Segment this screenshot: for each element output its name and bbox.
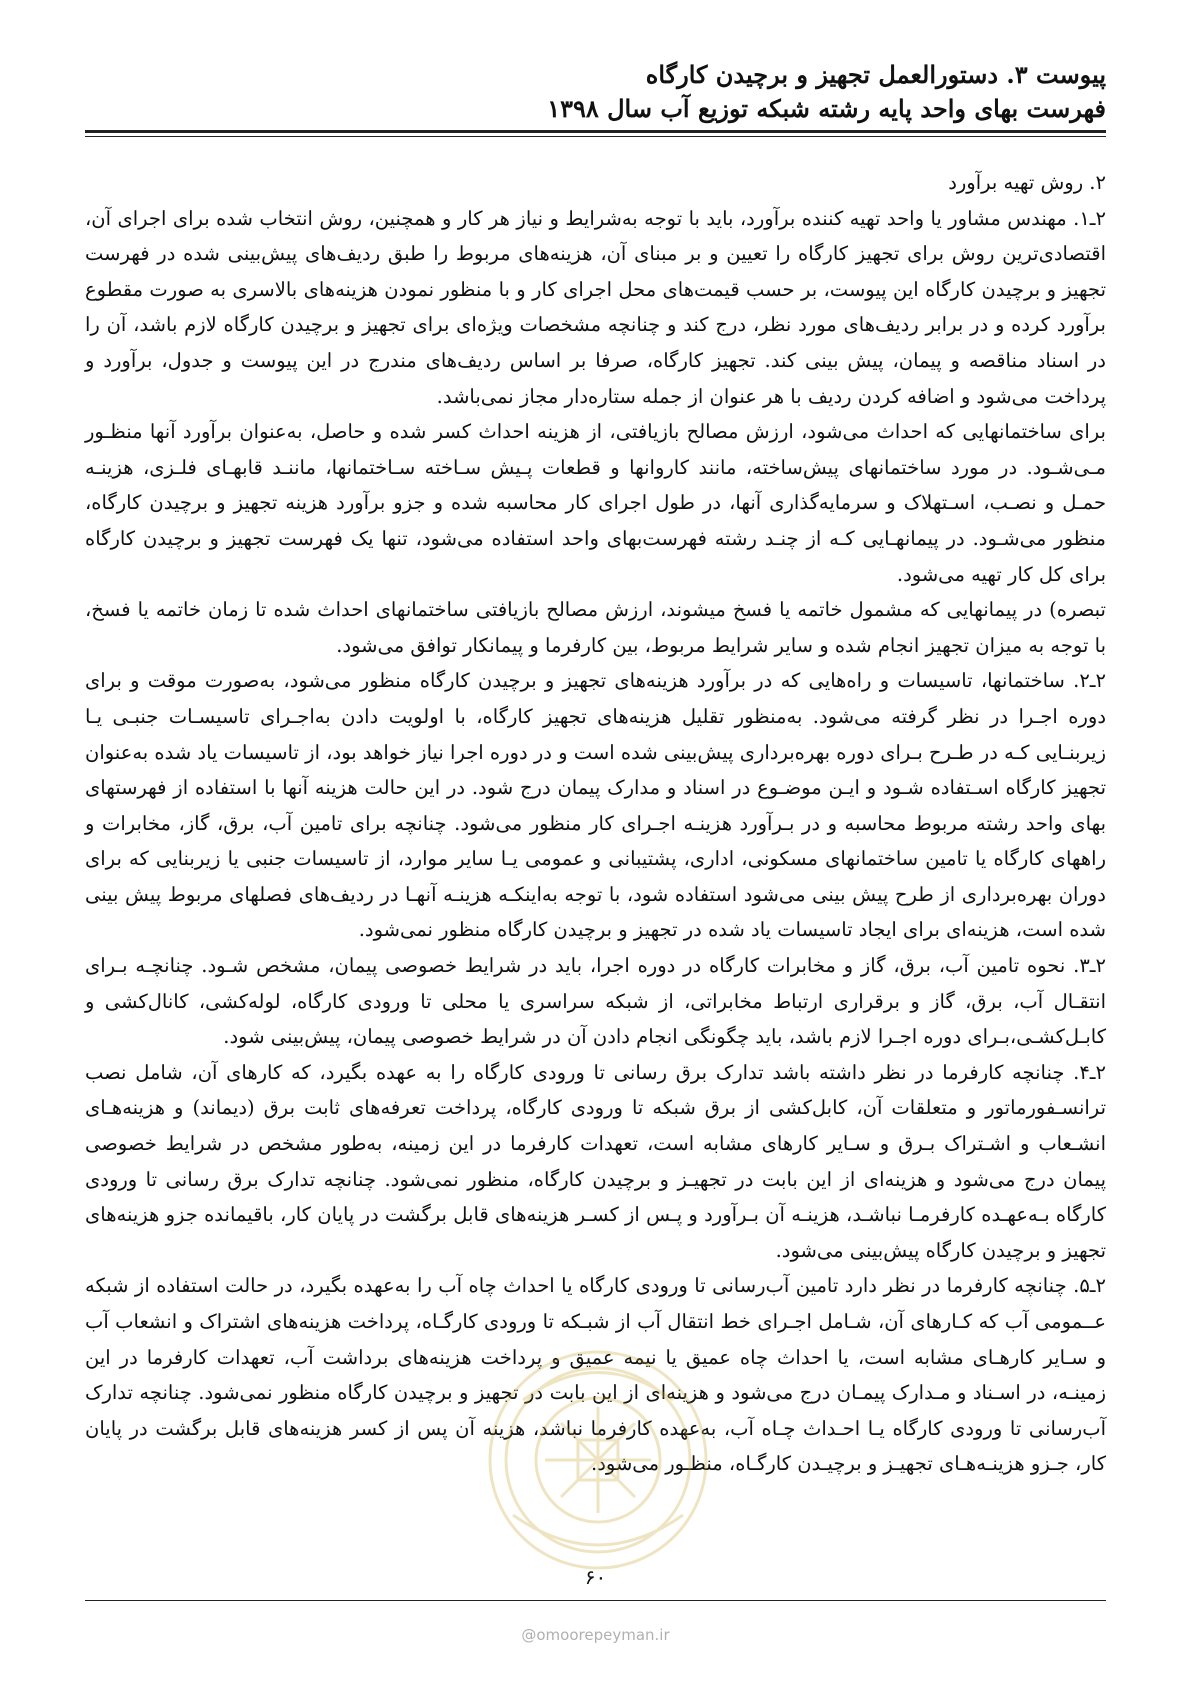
paragraph-buildings: برای ساختمانهایی که احداث می‌شود، ارزش مصالح بازیافتی، از هزینه احداث کسر شده و حاصل، به‌عنوان برآورد آنها منظـور مـی‌شـود. در مورد ساختمانهای پیش‌ساخته، مانند کاروانها و قطعات پـیش سـاخته سـاختمانها، ماننـد قابهـای فلـزی، هزینـه حمـل و نصـب، اسـتهلاک و سرمایه‌گذاری آنها، در طول اجرای کار محاسبه شده و جزو برآورد هزینه تجهیز و برچیدن کارگاه، منظور می‌شـود. در پیمانهـایی کـه از چنـد رشته فهرست‌بهای واحد استفاده می‌شود، تنها یک فهرست تجهیز و برچیدن کارگاه برای کل کار تهیه می‌شود. — [85, 420, 1106, 586]
paragraph-note: تبصره) در پیمانهایی که مشمول خاتمه یا فسخ میشوند، ارزش مصالح بازیافتی ساختمانهای احداث شده تا زمان خاتمه یا فسخ، با توجه به میزان تجهیز انجام شده و سایر شرایط مربوط، بین کارفرما و پیمانکار توافق می‌شود. — [85, 598, 1106, 657]
seal-watermark-icon — [483, 1345, 713, 1575]
header-divider-thick — [85, 130, 1106, 133]
paragraph-2-2: ۲ـ۲. ساختمانها، تاسیسات و راه‌هایی که در برآورد هزینه‌های تجهیز و برچیدن کارگاه منظور می‌شود، به‌صورت موقت و برای دوره اجـرا در نظر گرفته می‌شود. به‌منظور تقلیل هزینه‌های تجهیز کارگاه، با اولویت دادن به‌اجـرای تاسیسـات جنبـی یـا زیربنـایی کـه در طـرح بـرای دوره بهره‌برداری پیش‌بینی شده است و در دوره اجرا نیاز خواهد بود، از تاسیسات یاد شده به‌عنوان تجهیز کارگاه اسـتفاده شـود و ایـن موضـوع در اسناد و مدارک پیمان درج شود. در این حالت هزینه آنها با استفاده از فهرستهای بهای واحد رشته مربوط محاسبه و در بـرآورد هزینـه اجـرای کار منظور می‌شود. چنانچه برای تامین آب، برق، گاز، مخابرات و راههای کارگاه یا تامین ساختمانهای مسکونی، اداری، پشتیبانی و عمومی یـا سایر موارد، از تاسیسات جنبی یا زیربنایی که برای دوران بهره‌برداری از طرح پیش بینی می‌شود استفاده شود، با توجه به‌اینکـه هزینـه آنهـا در ردیف‌های فصلهای مربوط پیش بینی شده است، هزینه‌ای برای ایجاد تاسیسات یاد شده در تجهیز و برچیدن کارگاه منظور نمی‌شود. — [85, 669, 1106, 942]
header-title: پیوست ۳. دستورالعمل تجهیز و برچیدن کارگاه — [645, 60, 1106, 89]
header-subtitle: فهرست بهای واحد پایه رشته شبکه توزیع آب سال ۱۳۹۸ — [547, 94, 1106, 123]
paragraph-2-1: ۲ـ۱. مهندس مشاور یا واحد تهیه کننده برآورد، باید با توجه به‌شرایط و نیاز هر کار و همچنین، روش انتخاب شده برای اجرای آن، اقتصادی‌ترین روش برای تجهیز کارگاه را تعیین و بر مبنای آن، هزینه‌های مربوط را طبق ردیف‌های پیش‌بینی شده در فهرست تجهیز و برچیدن کارگاه این پیوست، بر حسب قیمت‌های محل اجرای کار و با منظور نمودن هزینه‌های بالاسری به صورت مقطوع برآورد کرده و در برابر ردیف‌های مورد نظر، درج کند و چنانچه مشخصات ویژه‌ای برای تجهیز و برچیدن کارگاه لازم باشد، آن را در اسناد مناقصه و پیمان، پیش بینی کند. تجهیز کارگاه، صرفا بر اساس ردیف‌های مندرج در این پیوست و جدول، برآورد و پرداخت می‌شود و اضافه کردن ردیف با هر عنوان از جمله ستاره‌دار مجاز نمی‌باشد. — [85, 206, 1106, 408]
page-header — [86, 58, 1106, 126]
paragraph-2-4: ۲ـ۴. چنانچه کارفرما در نظر داشته باشد تدارک برق رسانی تا ورودی کارگاه را به عهده بگیرد، که کارهای آن، شامل نصب ترانسـفورماتور و متعلقات آن، کابل‌کشی از برق شبکه تا ورودی کارگاه، پرداخت تعرفه‌های ثابت برق (دیماند) و هزینه‌هـای انشـعاب و اشـتراک بـرق و سـایر کارهای مشابه است، تعهدات کارفرما در این زمینه، به‌طور مشخص در شرایط خصوصی پیمان درج می‌شود و هزینه‌ای از این بابت در تجهیـز و برچیدن کارگاه، منظور نمی‌شود. چنانچه تدارک برق رسانی تا ورودی کارگاه بـه‌عهـده کارفرمـا نباشـد، هزینـه آن بـرآورد و پـس از کسـر هزینه‌های قابل برگشت در پایان کار، باقیمانده جزو هزینه‌های تجهیز و برچیدن کارگاه پیش‌بینی می‌شود. — [85, 1060, 1106, 1262]
section-title: ۲. روش تهیه برآورد — [948, 171, 1106, 194]
header-divider-thin — [85, 136, 1106, 137]
paragraph-2-3: ۲ـ۳. نحوه تامین آب، برق، گاز و مخابرات کارگاه در دوره اجرا، باید در شرایط خصوصی پیمان، مشخص شـود. چنانچـه بـرای انتقـال آب، برق، گاز و برقراری ارتباط مخابراتی، از شبکه سراسری یا محلی تا ورودی کارگاه، لوله‌کشی، کانال‌کشی و کابـل‌کشـی،بـرای دوره اجـرا لازم باشد، باید چگونگی انجام دادن آن در شرایط خصوصی پیمان، پیش‌بینی شود. — [85, 954, 1106, 1049]
footer-divider — [85, 1600, 1106, 1601]
body-text — [85, 165, 1106, 1482]
paragraph-2-5: ۲ـ۵. چنانچه کارفرما در نظر دارد تامین آب‌رسانی تا ورودی کارگاه یا احداث چاه آب را به‌عهده بگیرد، در حالت استفاده از شبکه عــمومی آب که کـارهای آن، شـامل اجـرای خط انتقال آب از شبـکه تا ورودی کارگـاه، پرداخت هزینه‌های اشتراک و انشعاب آب و سـایر کارهـای مشابه است، یا احداث چاه عمیق یا نیمه عمیق و پرداخت هزینه‌های برداشت آب، تعهدات کارفرما در این زمینـه، در اسـناد و مـدارک پیمـان درج می‌شود و هزینه‌ای از این بابت در تجهیز و برچیدن کارگاه منظور نمی‌شود. چنانچه تدارک آب‌رسانی تا ورودی کارگاه یـا احـداث چـاه آب، به‌عهده کارفرما نباشد، هزینه آن پس از کسر هزینه‌های قابل برگشت در پایان کار، جـزو هزینـه‌هـای تجهیـز و برچیـدن کارگـاه، منظـور می‌شود. — [85, 1274, 1106, 1476]
footer-url: @omoorepeyman.ir — [521, 1626, 670, 1644]
page-number: ۶۰ — [584, 1565, 607, 1589]
